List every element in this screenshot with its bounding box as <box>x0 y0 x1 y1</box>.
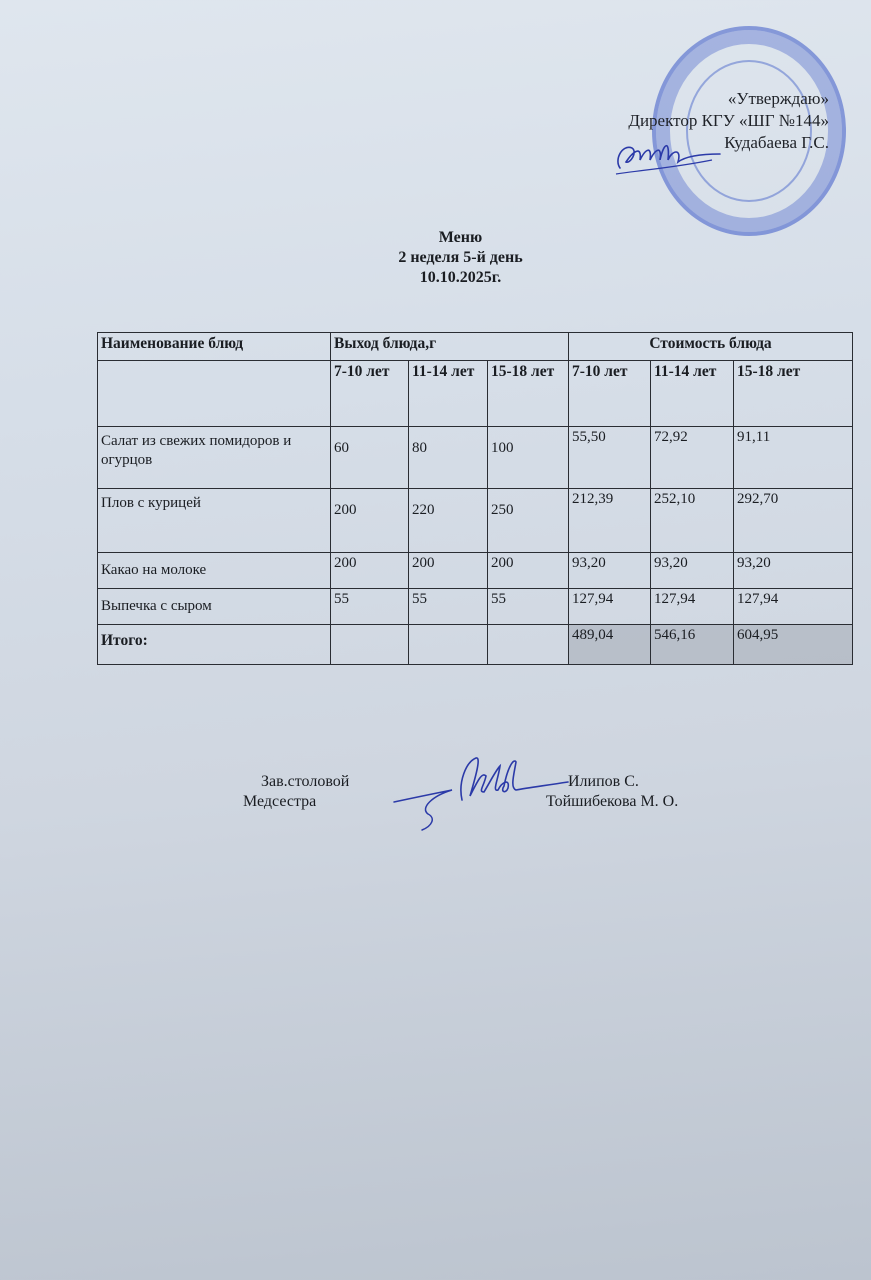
table-row <box>98 427 853 489</box>
menu-title <box>0 228 871 288</box>
cost-11-14: 93,20 <box>651 553 734 589</box>
director-name: Кудабаева Г.С. <box>724 133 829 152</box>
portion-11-14: 55 <box>409 589 488 625</box>
total-portion-11-14 <box>409 625 488 665</box>
cost-11-14: 72,92 <box>651 427 734 489</box>
portion-15-18: 250 <box>488 489 569 553</box>
menu-heading: Меню <box>438 229 483 246</box>
portion-15-18: 100 <box>488 427 569 489</box>
table-row <box>98 553 853 589</box>
cost-15-18: 91,11 <box>734 427 853 489</box>
dish-name: Выпечка с сыром <box>98 589 331 625</box>
portion-11-14: 200 <box>409 553 488 589</box>
total-label: Итого: <box>98 625 331 665</box>
subheader-portion-11-14: 11-14 лет <box>409 361 488 427</box>
portion-7-10: 60 <box>331 427 409 489</box>
approval-label: «Утверждаю» <box>727 89 829 108</box>
total-cost-7-10: 489,04 <box>569 625 651 665</box>
cost-7-10: 212,39 <box>569 489 651 553</box>
dish-name: Салат из свежих помидоров и огурцов <box>98 427 331 489</box>
cost-7-10: 127,94 <box>569 589 651 625</box>
cost-7-10: 55,50 <box>569 427 651 489</box>
portion-7-10: 200 <box>331 489 409 553</box>
total-cost-15-18: 604,95 <box>734 625 853 665</box>
dish-name: Какао на молоке <box>98 553 331 589</box>
canteen-head-role: Зав.столовой <box>261 773 350 790</box>
nurse-role: Медсестра <box>243 793 317 810</box>
director-signature-icon <box>612 130 722 180</box>
nurse-name: Тойшибекова М. О. <box>546 793 679 810</box>
menu-table <box>97 332 853 665</box>
portion-15-18: 200 <box>488 553 569 589</box>
table-row <box>98 589 853 625</box>
director-title: Директор КГУ «ШГ №144» <box>628 111 829 130</box>
menu-date: 10.10.2025г. <box>419 269 502 286</box>
table-subheader-row <box>98 361 853 427</box>
portion-7-10: 200 <box>331 553 409 589</box>
portion-11-14: 220 <box>409 489 488 553</box>
portion-15-18: 55 <box>488 589 569 625</box>
total-cost-11-14: 546,16 <box>651 625 734 665</box>
canteen-head-name: Илипов С. <box>568 773 639 790</box>
cost-15-18: 127,94 <box>734 589 853 625</box>
subheader-cost-15-18: 15-18 лет <box>734 361 853 427</box>
total-row <box>98 625 853 665</box>
subheader-portion-7-10: 7-10 лет <box>331 361 409 427</box>
cost-11-14: 252,10 <box>651 489 734 553</box>
subheader-cost-7-10: 7-10 лет <box>569 361 651 427</box>
cost-15-18: 292,70 <box>734 489 853 553</box>
portion-7-10: 55 <box>331 589 409 625</box>
subheader-portion-15-18: 15-18 лет <box>488 361 569 427</box>
header-cost: Стоимость блюда <box>569 333 853 361</box>
menu-week-day: 2 неделя 5-й день <box>398 249 523 266</box>
subheader-empty <box>98 361 331 427</box>
cost-15-18: 93,20 <box>734 553 853 589</box>
portion-11-14: 80 <box>409 427 488 489</box>
footer-signature-icon <box>392 752 572 837</box>
header-portion: Выход блюда,г <box>331 333 569 361</box>
table-row <box>98 489 853 553</box>
dish-name: Плов с курицей <box>98 489 331 553</box>
subheader-cost-11-14: 11-14 лет <box>651 361 734 427</box>
table-header-row <box>98 333 853 361</box>
cost-11-14: 127,94 <box>651 589 734 625</box>
header-dish-name: Наименование блюд <box>98 333 331 361</box>
cost-7-10: 93,20 <box>569 553 651 589</box>
total-portion-7-10 <box>331 625 409 665</box>
total-portion-15-18 <box>488 625 569 665</box>
